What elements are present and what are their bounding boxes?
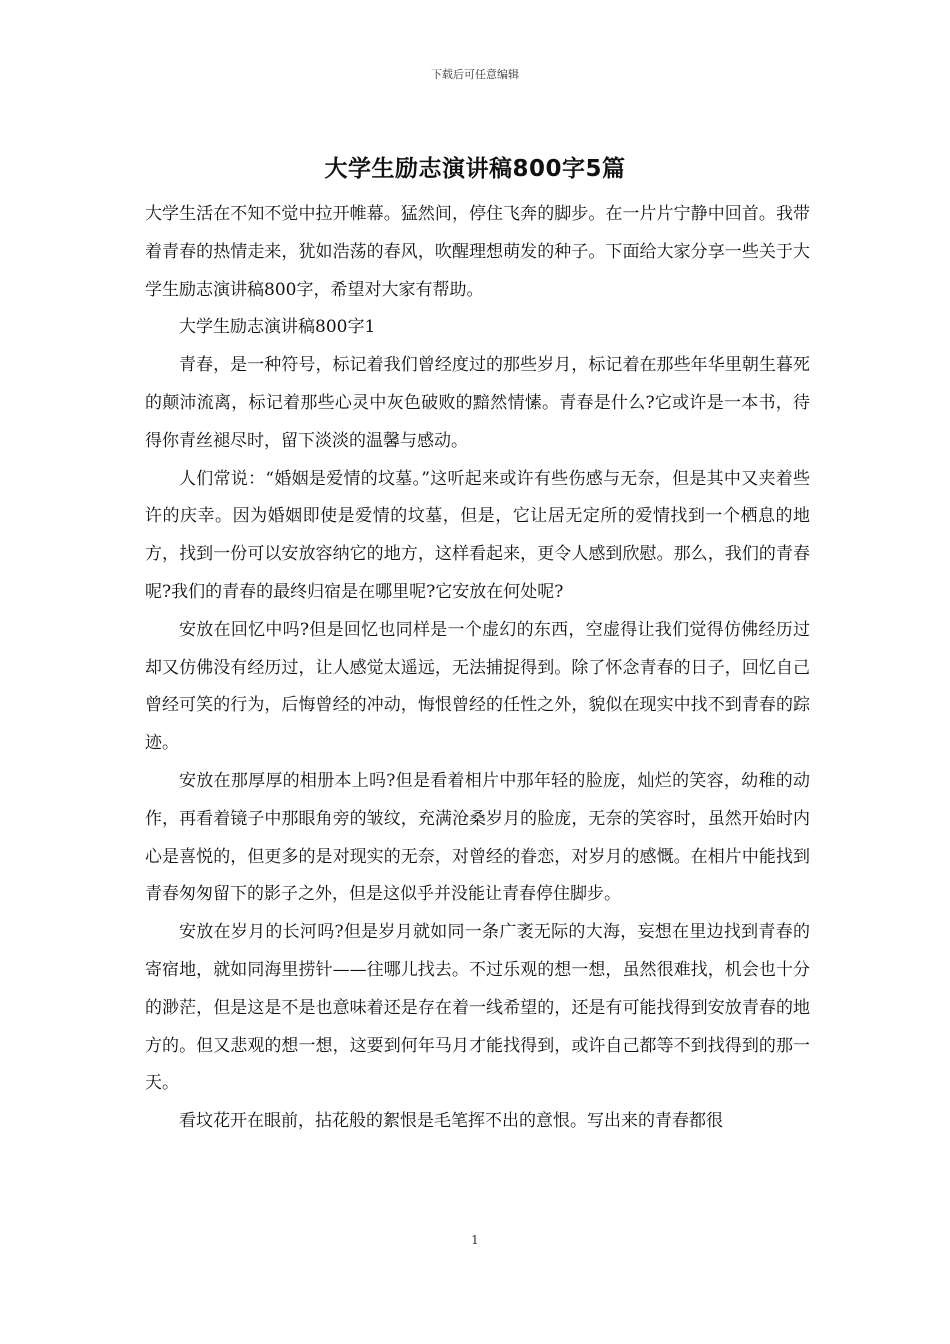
page-header: 下载后可任意编辑 xyxy=(431,68,519,81)
body-paragraph: 安放在回忆中吗?但是回忆也同样是一个虚幻的东西，空虚得让我们觉得仿佛经历过却又仿佛没有经历过，让人感觉太遥远，无法捕捉得到。除了怀念青春的日子，回忆自己曾经可笑的行为，后悔曾经的冲动，悔恨曾经的任性之外，貌似在现实中找不到青春的踪迹。 xyxy=(145,619,810,754)
body-paragraph: 安放在那厚厚的相册本上吗?但是看着相片中那年轻的脸庞，灿烂的笑容，幼稚的动作，再看着镜子中那眼角旁的皱纹，充满沧桑岁月的脸庞，无奈的笑容时，虽然开始时内心是喜悦的，但更多的是对现实的无奈，对曾经的眷恋，对岁月的感慨。在相片中能找到青春匆匆留下的影子之外，但是这似乎并没能让青春停住脚步。 xyxy=(145,770,810,905)
document-body xyxy=(145,196,810,1141)
document-title: 大学生励志演讲稿800字5篇 xyxy=(324,156,626,182)
body-paragraph: 人们常说：“婚姻是爱情的坟墓。”这听起来或许有些伤感与无奈，但是其中又夹着些许的庆幸。因为婚姻即使是爱情的坟墓，但是，它让居无定所的爱情找到一个栖息的地方，找到一份可以安放容纳它的地方，这样看起来，更令人感到欣慰。那么，我们的青春呢?我们的青春的最终归宿是在哪里呢?它安放在何处呢? xyxy=(145,468,810,602)
body-paragraph: 看坟花开在眼前，拈花般的絮恨是毛笔挥不出的意恨。写出来的青春都很 xyxy=(179,1111,723,1132)
body-paragraph: 安放在岁月的长河吗?但是岁月就如同一条广袤无际的大海，妄想在里边找到青春的寄宿地，就如同海里捞针——往哪儿找去。不过乐观的想一想，虽然很难找，机会也十分的渺茫，但是这是不是也意味着还是存在着一线希望的，还是有可能找得到安放青春的地方的。但又悲观的想一想，这要到何年马月才能找得到，或许自己都等不到找得到的那一天。 xyxy=(145,922,810,1094)
page-number: 1 xyxy=(471,1233,479,1247)
body-paragraph: 青春，是一种符号，标记着我们曾经度过的那些岁月，标记着在那些年华里朝生暮死的颠沛流离，标记着那些心灵中灰色破败的黯然情愫。青春是什么?它或许是一本书，待得你青丝褪尽时，留下淡淡的温馨与感动。 xyxy=(145,355,810,451)
section-heading: 大学生励志演讲稿800字1 xyxy=(179,317,376,338)
intro-paragraph: 大学生活在不知不觉中拉开帷幕。猛然间，停住飞奔的脚步。在一片片宁静中回首。我带着青春的热情走来，犹如浩荡的春风，吹醒理想萌发的种子。下面给大家分享一些关于大学生励志演讲稿800字，希望对大家有帮助。 xyxy=(145,204,810,300)
